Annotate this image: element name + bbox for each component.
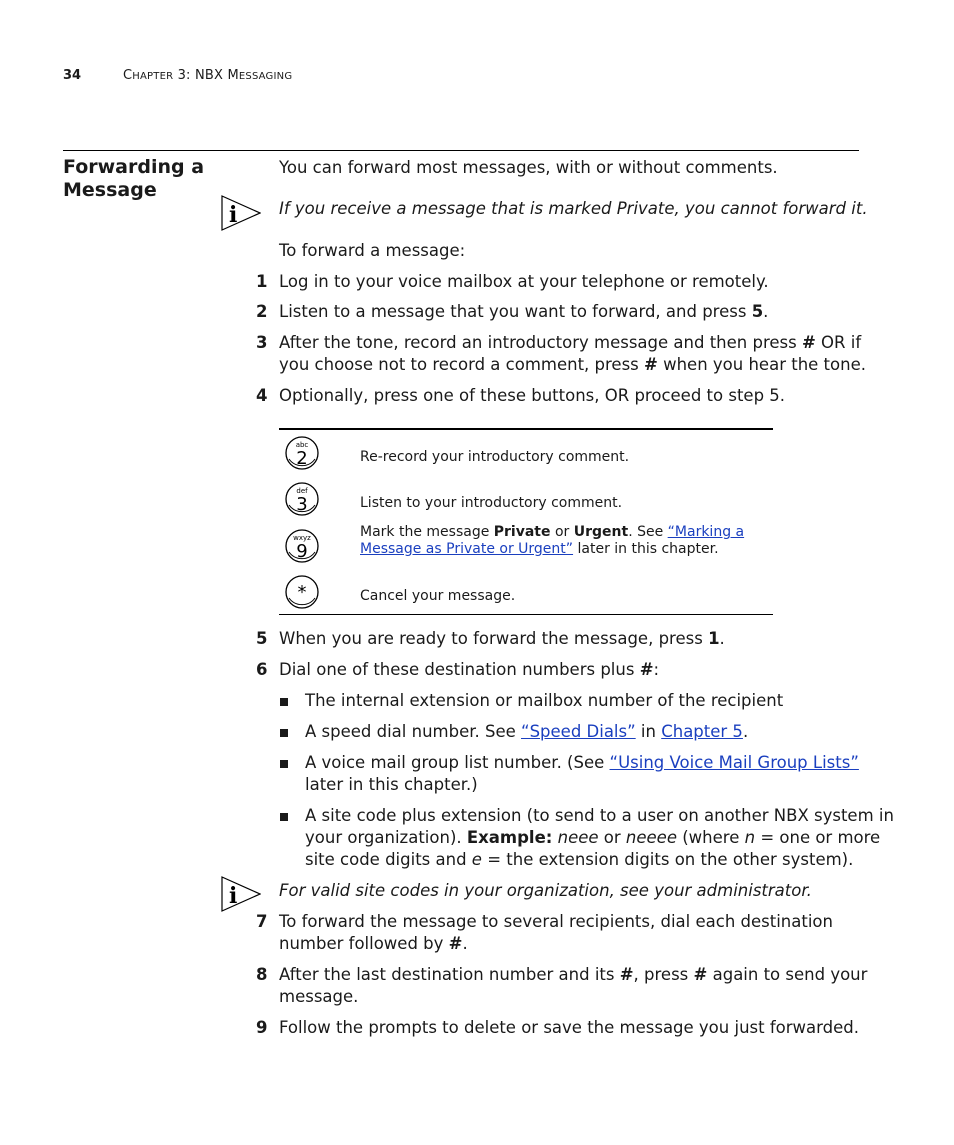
step-6-text: Dial one of these destination numbers plus #: bbox=[279, 660, 660, 679]
step-number: 2 bbox=[256, 302, 268, 321]
svg-text:wxyz: wxyz bbox=[293, 534, 311, 542]
key-star-icon bbox=[284, 574, 320, 610]
svg-text:3: 3 bbox=[296, 494, 308, 515]
intro-text: You can forward most messages, with or without comments. bbox=[279, 158, 778, 177]
link-voice-mail-group-lists[interactable]: “Using Voice Mail Group Lists” bbox=[609, 753, 859, 772]
link-speed-dials[interactable]: “Speed Dials” bbox=[521, 722, 636, 741]
key-star-desc: Cancel your message. bbox=[360, 588, 516, 604]
svg-text:*: * bbox=[297, 582, 307, 603]
bullet-site-code: A site code plus extension (to send to a user on another NBX system in your organization). Example: neee or neeee (where n = one or more site code digits and e = the extension digits on the other system). bbox=[305, 806, 894, 869]
step-number: 4 bbox=[256, 386, 268, 405]
info-note-icon bbox=[221, 876, 261, 912]
step-5-text: When you are ready to forward the message, press 1. bbox=[279, 629, 725, 648]
bullet-speed-dial: A speed dial number. See “Speed Dials” in Chapter 5. bbox=[305, 722, 749, 741]
step-8-text: After the last destination number and its #, press # again to send your message. bbox=[279, 965, 868, 1006]
page-number: 34 bbox=[63, 68, 82, 83]
bullet-internal-extension: The internal extension or mailbox number of the recipient bbox=[305, 691, 784, 710]
step-4-text: Optionally, press one of these buttons, OR proceed to step 5. bbox=[279, 386, 786, 405]
step-number: 5 bbox=[256, 629, 268, 648]
step-number: 8 bbox=[256, 965, 268, 984]
running-header: CHAPTER 3: NBX MESSAGING bbox=[123, 68, 293, 83]
step-number: 6 bbox=[256, 660, 268, 679]
key-2-desc: Re-record your introductory comment. bbox=[360, 449, 630, 465]
bullet-mark bbox=[280, 729, 288, 737]
svg-text:def: def bbox=[296, 487, 308, 495]
step-9-text: Follow the prompts to delete or save the message you just forwarded. bbox=[279, 1018, 859, 1037]
step-2-text: Listen to a message that you want to forward, and press 5. bbox=[279, 302, 769, 321]
svg-text:2: 2 bbox=[296, 448, 308, 469]
step-7-text: To forward the message to several recipients, dial each destination number followed by #. bbox=[279, 912, 833, 953]
key-2-icon bbox=[284, 435, 320, 471]
link-marking-private-urgent-cont[interactable]: Message as Private or Urgent” bbox=[360, 541, 574, 557]
info-note-icon bbox=[221, 195, 261, 231]
section-title: Forwarding a Message bbox=[63, 156, 205, 201]
step-number: 7 bbox=[256, 912, 268, 931]
step-3-text: After the tone, record an introductory message and then press # OR if you choose not to record a comment, press # when you hear the tone. bbox=[279, 333, 866, 374]
link-chapter-5[interactable]: Chapter 5 bbox=[661, 722, 743, 741]
key-9-desc: Mark the message Private or Urgent. See “Marking a Message as Private or Urgent” later in this chapter. bbox=[360, 524, 745, 557]
step-number: 9 bbox=[256, 1018, 268, 1037]
note-site-codes: For valid site codes in your organization, see your administrator. bbox=[279, 881, 812, 900]
bullet-mark bbox=[280, 698, 288, 706]
step-1-text: Log in to your voice mailbox at your telephone or remotely. bbox=[279, 272, 769, 291]
table-bottom-rule bbox=[279, 614, 773, 615]
svg-text:9: 9 bbox=[296, 541, 308, 562]
key-3-desc: Listen to your introductory comment. bbox=[360, 495, 623, 511]
bullet-mark bbox=[280, 813, 288, 821]
step-number: 3 bbox=[256, 333, 268, 352]
svg-text:i: i bbox=[229, 883, 238, 909]
svg-text:abc: abc bbox=[295, 441, 309, 449]
key-9-icon bbox=[284, 528, 320, 564]
to-forward-label: To forward a message: bbox=[279, 241, 466, 260]
link-marking-private-urgent[interactable]: “Marking a bbox=[667, 524, 745, 540]
table-top-rule bbox=[279, 428, 773, 430]
note-private: If you receive a message that is marked Private, you cannot forward it. bbox=[279, 199, 868, 218]
bullet-mark bbox=[280, 760, 288, 768]
key-3-icon bbox=[284, 481, 320, 517]
bullet-group-list: A voice mail group list number. (See “Using Voice Mail Group Lists” later in this chapter.) bbox=[305, 753, 859, 794]
section-rule bbox=[63, 150, 859, 151]
step-number: 1 bbox=[256, 272, 268, 291]
svg-text:i: i bbox=[229, 202, 238, 228]
